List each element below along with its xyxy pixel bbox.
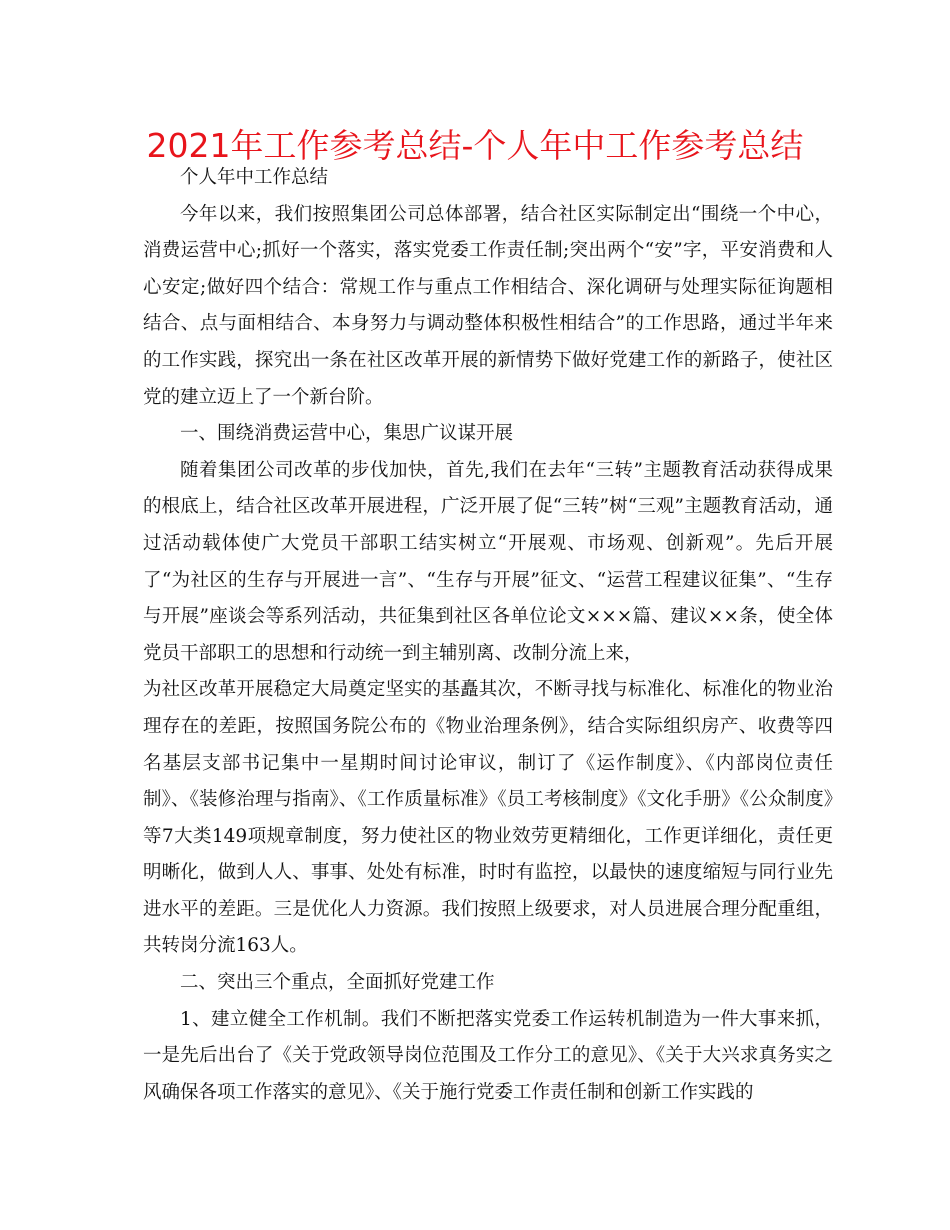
intro-paragraph: 今年以来，我们按照集团公司总体部署，结合社区实际制定出“围绕一个中心，消费运营中心;抓好一个落实，落实党委工作责任制;突出两个“安”字，平安消费和人心安定;做好四个结合：常规工作与重点工作相结合、深化调研与处理实际征询题相结合、点与面相结合、本身努力与调动整体积极性相结合”的工作思路，通过半年来的工作实践，探究出一条在社区改革开展的新情势下做好党建工作的新路子，使社区党的建立迈上了一个新台阶。 <box>143 203 833 408</box>
section-heading-2: 二、突出三个重点，全面抓好党建工作 <box>180 972 495 994</box>
section-1-paragraph-1: 随着集团公司改革的步伐加快，首先,我们在去年“三转”主题教育活动获得成果的根底上，结合社区改革开展进程，广泛开展了促“三转”树“三观”主题教育活动，通过活动载体使广大党员干部职工结实树立“开展观、市场观、创新观”。先后开展了“为社区的生存与开展进一言”、“生存与开展”征文、“运营工程建议征集”、“生存与开展”座谈会等系列活动，共征集到社区各单位论文×××篇、建议××条，使全体党员干部职工的思想和行动统一到主辅别离、改制分流上来， <box>143 459 833 664</box>
subtitle-paragraph: 个人年中工作总结 <box>180 167 329 188</box>
section-1-paragraph-2: 为社区改革开展稳定大局奠定坚实的基矗其次，不断寻找与标准化、标准化的物业治理存在的差距，按照国务院公布的《物业治理条例》，结合实际组织房产、收费等四名基层支部书记集中一星期时间讨论审议，制订了《运作制度》、《内部岗位责任制》、《装修治理与指南》、《工作质量标准》《员工考核制度》《文化手册》《公众制度》等7大类149项规章制度，努力使社区的物业效劳更精细化，工作更详细化，责任更明晰化，做到人人、事事、处处有标准，时时有监控，以最快的速度缩短与同行业先进水平的差距。三是优化人力资源。我们按照上级要求，对人员进展合理分配重组，共转岗分流163人。 <box>143 679 833 957</box>
document-title: 2021年工作参考总结-个人年中工作参考总结 <box>146 126 804 165</box>
document-body <box>143 160 833 1111</box>
section-2-paragraph-1: 1、建立健全工作机制。我们不断把落实党委工作运转机制造为一件大事来抓，一是先后出台了《关于党政领导岗位范围及工作分工的意见》、《关于大兴求真务实之风确保各项工作落实的意见》、《关于施行党委工作责任制和创新工作实践的 <box>143 1008 833 1103</box>
section-heading-1: 一、围绕消费运营中心，集思广议谋开展 <box>180 423 514 445</box>
